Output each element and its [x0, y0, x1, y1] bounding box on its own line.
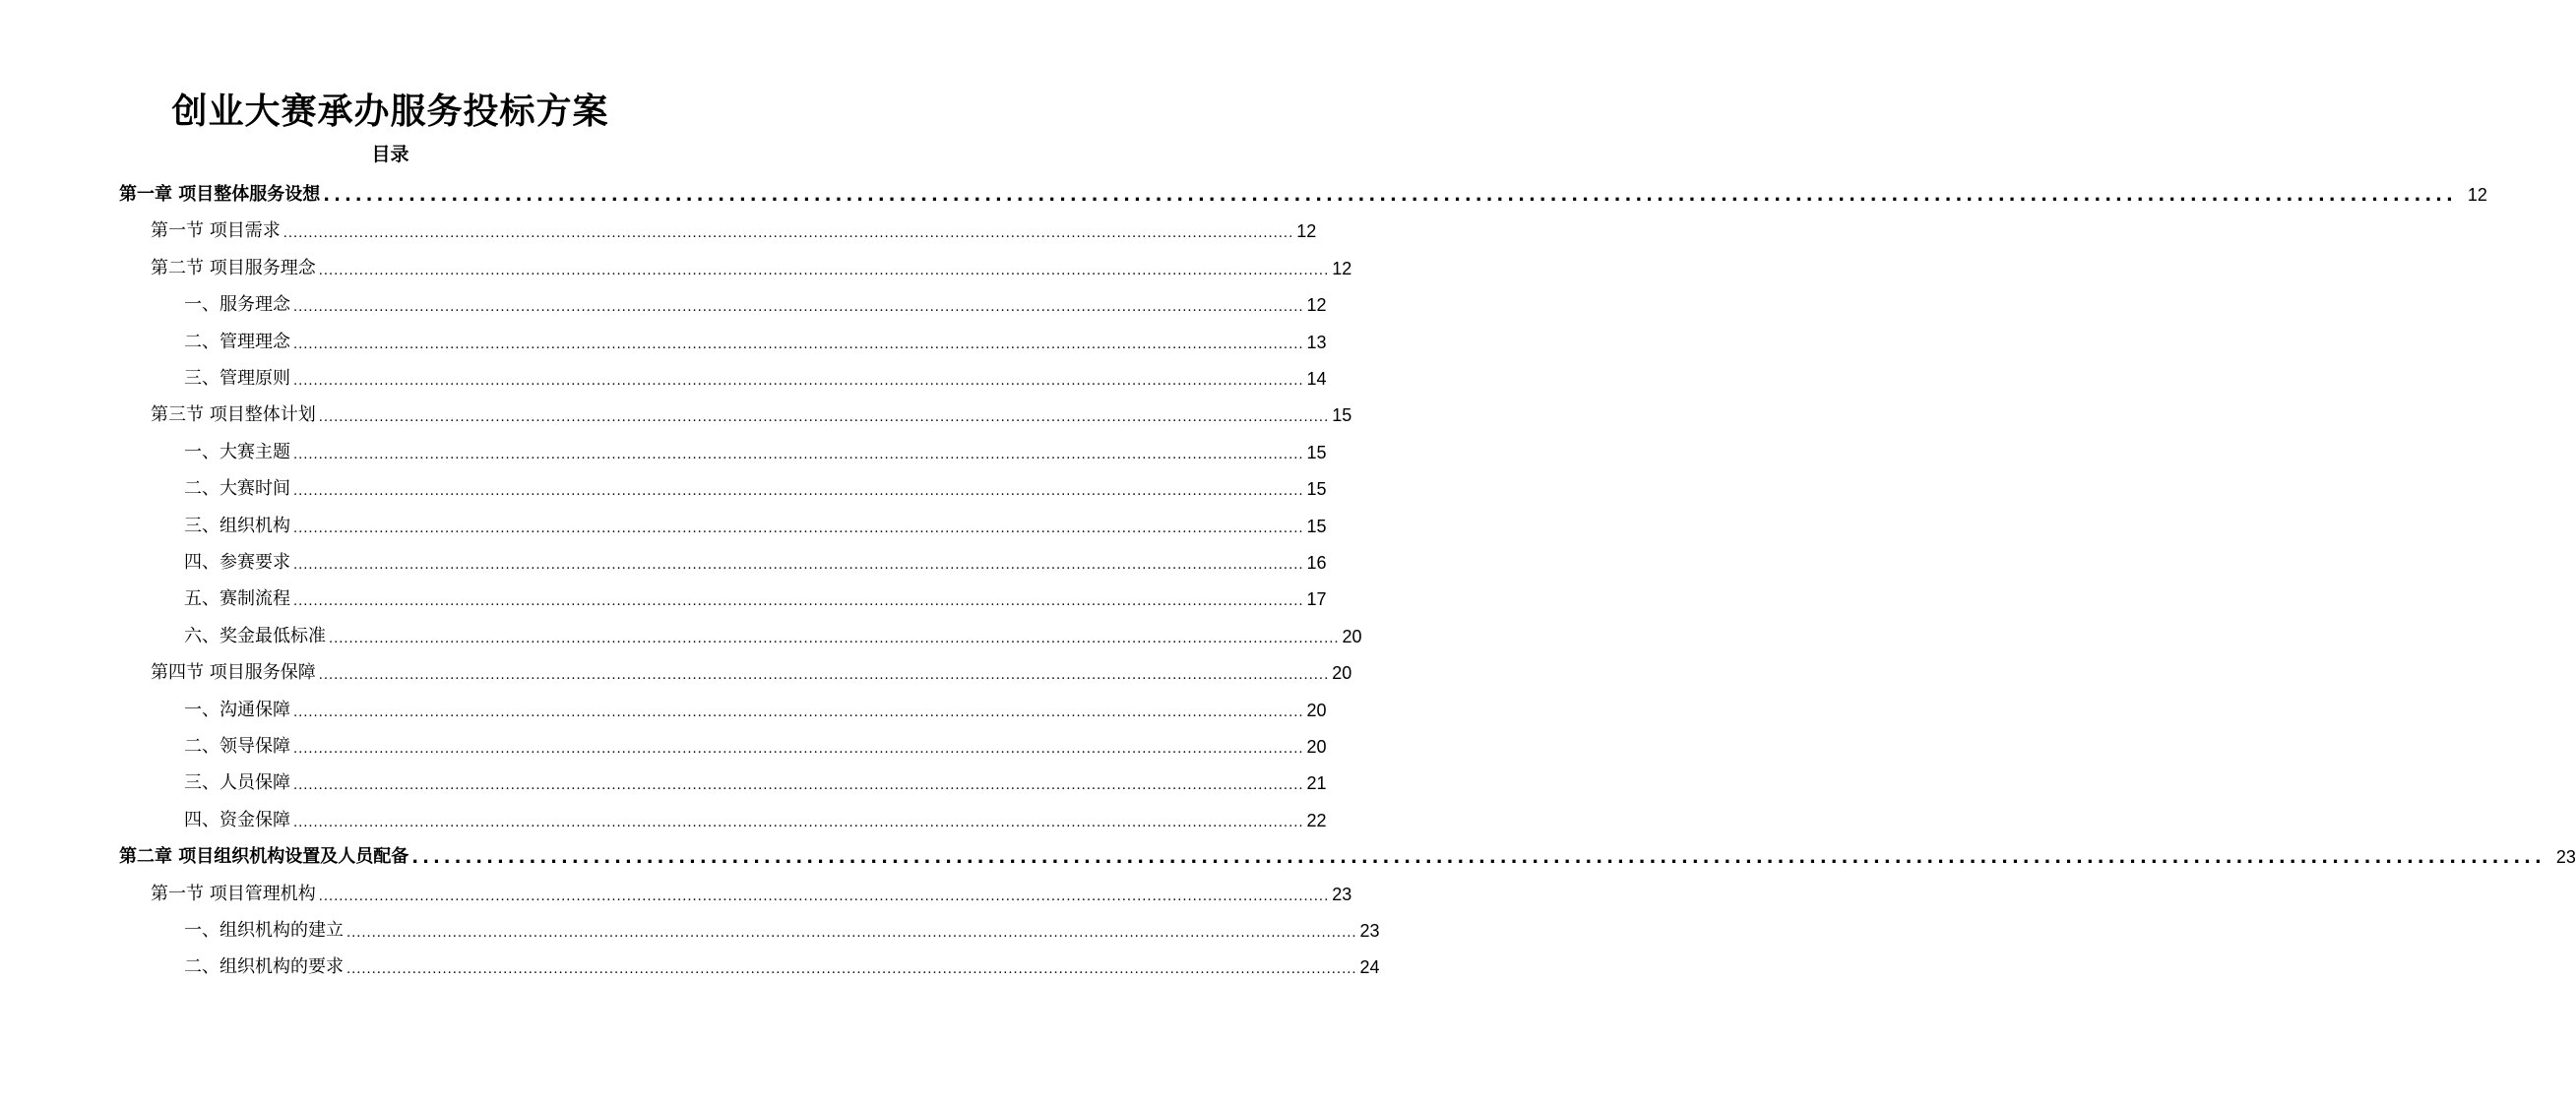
- toc-dot-leader: ........................................................................................................................................................................................................: [293, 374, 1304, 389]
- toc-entry-page-number: 15: [1306, 442, 1327, 462]
- toc-entry-label: 三、组织机构: [184, 515, 290, 536]
- toc-heading: 目录: [371, 144, 409, 165]
- toc-entry-page-number: 12: [1332, 258, 1352, 278]
- toc-entry-page-number: 23: [2555, 847, 2576, 868]
- toc-dot-leader: ........................................................................................................................................................................................................: [293, 778, 1304, 794]
- toc-dot-leader: ........................................................................................................................................................................................................: [293, 558, 1304, 573]
- toc-entry-page-number: 15: [1306, 479, 1327, 500]
- toc-entry-page-number: 23: [1359, 921, 1380, 941]
- toc-entry-page-number: 24: [1359, 957, 1380, 978]
- toc-dot-leader: ........................................................................................................................................................................................................: [323, 185, 2457, 206]
- toc-entry-label: 一、沟通保障: [184, 699, 290, 720]
- toc-entry-page-number: 20: [1332, 663, 1352, 684]
- toc-entry-label: 三、人员保障: [184, 772, 290, 794]
- toc-entry-page-number: 21: [1306, 773, 1327, 794]
- toc-entry-page-number: 13: [1306, 332, 1327, 352]
- toc-subsection-entry[interactable]: [184, 282, 1327, 318]
- toc-entry-page-number: 15: [1306, 516, 1327, 536]
- toc-entry-label: 四、参赛要求: [184, 552, 290, 573]
- toc-entry-label: 第三节 项目整体计划: [151, 404, 316, 426]
- toc-entry-page-number: 12: [1296, 221, 1317, 242]
- toc-entry-label: 二、组织机构的要求: [184, 956, 344, 978]
- toc-entry-page-number: 22: [1306, 810, 1327, 830]
- toc-subsection-entry[interactable]: [184, 430, 1327, 465]
- toc-chapter-entry[interactable]: [119, 172, 2487, 208]
- toc-dot-leader: ........................................................................................................................................................................................................: [293, 742, 1304, 757]
- toc-dot-leader: ........................................................................................................................................................................................................: [283, 226, 1294, 242]
- toc-entry-page-number: 16: [1306, 553, 1327, 573]
- toc-entry-page-number: 23: [1332, 884, 1352, 904]
- toc-subsection-entry[interactable]: [184, 504, 1327, 539]
- toc-section-entry[interactable]: [151, 650, 1352, 686]
- toc-dot-leader: ........................................................................................................................................................................................................: [293, 594, 1304, 610]
- toc-entry-label: 二、大赛时间: [184, 478, 290, 500]
- toc-entry-page-number: 20: [1342, 626, 1362, 646]
- toc-section-entry[interactable]: [151, 393, 1352, 428]
- toc-subsection-entry[interactable]: [184, 540, 1327, 576]
- toc-entry-label: 三、管理原则: [184, 368, 290, 389]
- toc-entry-label: 第一节 项目需求: [151, 220, 281, 242]
- toc-entry-page-number: 12: [2467, 185, 2487, 205]
- toc-entry-label: 第四节 项目服务保障: [151, 662, 316, 684]
- toc-dot-leader: ........................................................................................................................................................................................................: [318, 410, 1330, 426]
- toc-entry-label: 一、大赛主题: [184, 441, 290, 462]
- toc-subsection-entry[interactable]: [184, 688, 1327, 723]
- toc-subsection-entry[interactable]: [184, 761, 1327, 796]
- toc-subsection-entry[interactable]: [184, 466, 1327, 502]
- toc-entry-page-number: 20: [1306, 737, 1327, 757]
- toc-entry-page-number: 12: [1306, 295, 1327, 316]
- toc-chapter-entry[interactable]: [119, 834, 2576, 870]
- toc-entry-label: 四、资金保障: [184, 809, 290, 830]
- toc-entry-label: 第一节 项目管理机构: [151, 883, 316, 904]
- toc-dot-leader: ........................................................................................................................................................................................................: [329, 631, 1340, 646]
- toc-section-entry[interactable]: [151, 246, 1352, 281]
- toc-dot-leader: ........................................................................................................................................................................................................: [318, 668, 1330, 684]
- toc-subsection-entry[interactable]: [184, 577, 1327, 612]
- toc-dot-leader: ........................................................................................................................................................................................................: [346, 926, 1357, 941]
- toc-dot-leader: ........................................................................................................................................................................................................: [293, 300, 1304, 316]
- toc-entry-page-number: 14: [1306, 369, 1327, 389]
- toc-dot-leader: ........................................................................................................................................................................................................: [318, 263, 1330, 278]
- toc-section-entry[interactable]: [151, 872, 1352, 907]
- toc-entry-label: 第一章 项目整体服务设想: [119, 184, 321, 205]
- toc-subsection-entry[interactable]: [184, 798, 1327, 833]
- toc-entry-label: 二、管理理念: [184, 331, 290, 352]
- toc-entry-label: 五、赛制流程: [184, 588, 290, 610]
- toc-entry-page-number: 17: [1306, 589, 1327, 610]
- toc-entry-page-number: 20: [1306, 700, 1327, 720]
- toc-subsection-entry[interactable]: [184, 908, 1380, 944]
- toc-dot-leader: ........................................................................................................................................................................................................: [293, 705, 1304, 720]
- toc-dot-leader: ........................................................................................................................................................................................................: [293, 484, 1304, 500]
- toc-dot-leader: ........................................................................................................................................................................................................: [293, 815, 1304, 830]
- toc-dot-leader: ........................................................................................................................................................................................................: [293, 521, 1304, 536]
- toc-entry-label: 第二章 项目组织机构设置及人员配备: [119, 846, 409, 868]
- toc-dot-leader: ........................................................................................................................................................................................................: [411, 847, 2545, 869]
- toc-entry-label: 六、奖金最低标准: [184, 625, 326, 646]
- toc-subsection-entry[interactable]: [184, 320, 1327, 355]
- toc-subsection-entry[interactable]: [184, 724, 1327, 760]
- toc-entry-page-number: 15: [1332, 405, 1352, 426]
- toc-entry-label: 第二节 项目服务理念: [151, 257, 316, 278]
- toc-section-entry[interactable]: [151, 209, 1317, 244]
- toc-dot-leader: ........................................................................................................................................................................................................: [293, 337, 1304, 352]
- toc-entry-label: 一、服务理念: [184, 294, 290, 316]
- toc-entry-label: 二、领导保障: [184, 736, 290, 757]
- toc-subsection-entry[interactable]: [184, 945, 1380, 980]
- toc-dot-leader: ........................................................................................................................................................................................................: [346, 962, 1357, 978]
- toc-subsection-entry[interactable]: [184, 356, 1327, 392]
- toc-dot-leader: ........................................................................................................................................................................................................: [293, 447, 1304, 462]
- toc-subsection-entry[interactable]: [184, 614, 1362, 649]
- toc-entry-label: 一、组织机构的建立: [184, 920, 344, 941]
- toc-dot-leader: ........................................................................................................................................................................................................: [318, 889, 1330, 904]
- document-title: 创业大赛承办服务投标方案: [171, 92, 609, 132]
